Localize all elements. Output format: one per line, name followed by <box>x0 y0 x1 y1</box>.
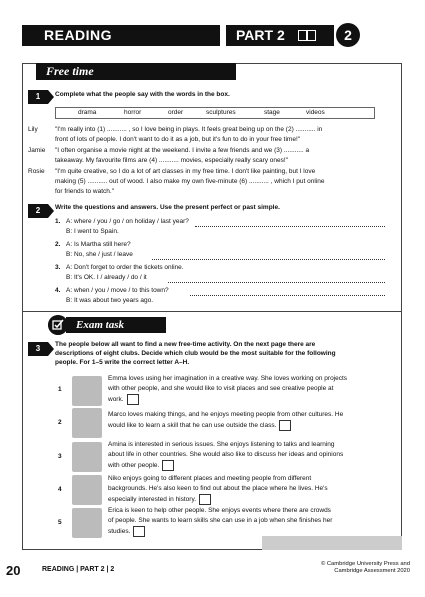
person-number: 4 <box>58 486 62 493</box>
speaker-line: for friends to watch." <box>55 188 115 195</box>
person-photo <box>72 408 102 438</box>
person-number: 3 <box>58 453 62 460</box>
answer-box[interactable] <box>133 526 145 537</box>
answer-b: B: It's OK. I / already / do / it <box>66 274 147 281</box>
question-a: A: when / you / move / to this town? <box>66 287 169 294</box>
speaker-line: "I often organise a movie night at the weekend. I invite a few friends and we (3) ........... a <box>55 147 310 154</box>
person-photo <box>72 508 102 538</box>
answer-line[interactable] <box>195 220 385 227</box>
part-number-badge: 2 <box>336 23 360 47</box>
divider <box>22 311 402 312</box>
speaker-line: making (5) ........... out of wood. I also make my own five-minute (6) ........... , which I put online <box>55 178 325 185</box>
book-icon <box>298 30 316 41</box>
person-description: Marco loves making things, and he enjoys meeting people from other cultures. He <box>108 411 344 418</box>
answer-line[interactable] <box>168 276 385 283</box>
exam-instruction: The people below all want to find a new free-time activity. On the next page there are <box>55 341 316 348</box>
person-photo <box>72 442 102 472</box>
person-description: about life in other countries. She would also like to discuss her ideas and opinions <box>108 451 344 458</box>
section-title-bar: READING <box>22 25 220 46</box>
person-description: studies. <box>108 528 131 536</box>
person-description: backgrounds. He's also keen to find out about the place where he lives. He's <box>108 485 328 492</box>
section-heading: Free time <box>36 63 236 80</box>
exercise-2-number: 2 <box>28 204 48 218</box>
person-number: 5 <box>58 519 62 526</box>
question-a: A: where / you / go / on holiday / last year? <box>66 218 189 225</box>
speaker-name: Jamie <box>28 147 46 154</box>
answer-box[interactable] <box>199 494 211 505</box>
item-number: 3. <box>55 264 61 271</box>
speaker-line: "I'm quite creative, so I do a lot of art classes in my free time. I don't like painting, but I love <box>55 168 316 175</box>
item-number: 2. <box>55 241 61 248</box>
person-description: with other people. <box>108 462 160 470</box>
copyright: © Cambridge University Press and Cambridge Assessment 2020 <box>320 561 410 574</box>
word: videos <box>306 109 325 116</box>
exam-instruction: descriptions of eight clubs. Decide which club would be the most suitable for the following <box>55 350 336 357</box>
answer-box[interactable] <box>279 420 291 431</box>
word: sculptures <box>206 109 236 116</box>
answer-b: B: I went to Spain. <box>66 228 119 235</box>
corner-tab <box>262 536 402 550</box>
footer-label: READING | PART 2 | 2 <box>42 566 115 573</box>
speaker-line: front of lots of people. I don't want to do it as a job, but it's fun to do in your free time!" <box>55 136 301 143</box>
item-number: 4. <box>55 287 61 294</box>
question-a: A: Don't forget to order the tickets online. <box>66 264 184 271</box>
person-description: with other people, and she would like to visit places and see creative people at <box>108 385 334 392</box>
person-number: 1 <box>58 386 62 393</box>
page-number: 20 <box>6 563 21 578</box>
person-photo <box>72 376 102 406</box>
person-description: Erica is keen to help other people. She enjoys events where there are crowds <box>108 507 331 514</box>
part-label: PART 2 <box>226 25 334 46</box>
person-description: Emma loves using her imagination in a creative way. She loves working on projects <box>108 375 348 382</box>
speaker-name: Lily <box>28 126 38 133</box>
person-description: of people. She wants to learn skills she can use in a job when she finishes her <box>108 517 333 524</box>
question-a: A: Is Martha still here? <box>66 241 131 248</box>
speaker-name: Rosie <box>28 168 45 175</box>
person-description: especially interested in history. <box>108 496 197 504</box>
exam-task-title: Exam task <box>66 317 166 333</box>
person-photo <box>72 475 102 505</box>
speaker-line: takeaway. My favourite films are (4) ........... movies, especially really scary ones!" <box>55 157 289 164</box>
word: drama <box>78 109 97 116</box>
checkbox-icon <box>48 315 68 335</box>
exam-instruction: people. For 1–5 write the correct letter A–H. <box>55 359 190 366</box>
answer-box[interactable] <box>162 460 174 471</box>
answer-line[interactable] <box>152 253 385 260</box>
answer-line[interactable] <box>190 289 385 296</box>
word-box <box>55 107 375 119</box>
answer-b: B: No, she / just / leave <box>66 251 133 258</box>
person-description: work. <box>108 396 124 404</box>
word: order <box>168 109 184 116</box>
person-description: Amina is interested in serious issues. She enjoys listening to talks and learning <box>108 441 335 448</box>
exercise-1-number: 1 <box>28 90 48 104</box>
answer-box[interactable] <box>127 394 139 405</box>
person-description: Niko enjoys going to different places and meeting people from different <box>108 475 312 482</box>
word: horror <box>124 109 142 116</box>
person-description: would like to learn a skill that he can use outside the class. <box>108 422 277 430</box>
exercise-3-number: 3 <box>28 342 48 356</box>
exercise-1-instruction: Complete what the people say with the words in the box. <box>55 91 230 98</box>
speaker-line: "I'm really into (1) ........... , so I love being in plays. It feels great being up on the (2) ........... in <box>55 126 323 133</box>
word: stage <box>264 109 280 116</box>
exercise-2-instruction: Write the questions and answers. Use the present perfect or past simple. <box>55 204 280 211</box>
person-number: 2 <box>58 419 62 426</box>
answer-b: B: It was about two years ago. <box>66 297 154 304</box>
item-number: 1. <box>55 218 61 225</box>
